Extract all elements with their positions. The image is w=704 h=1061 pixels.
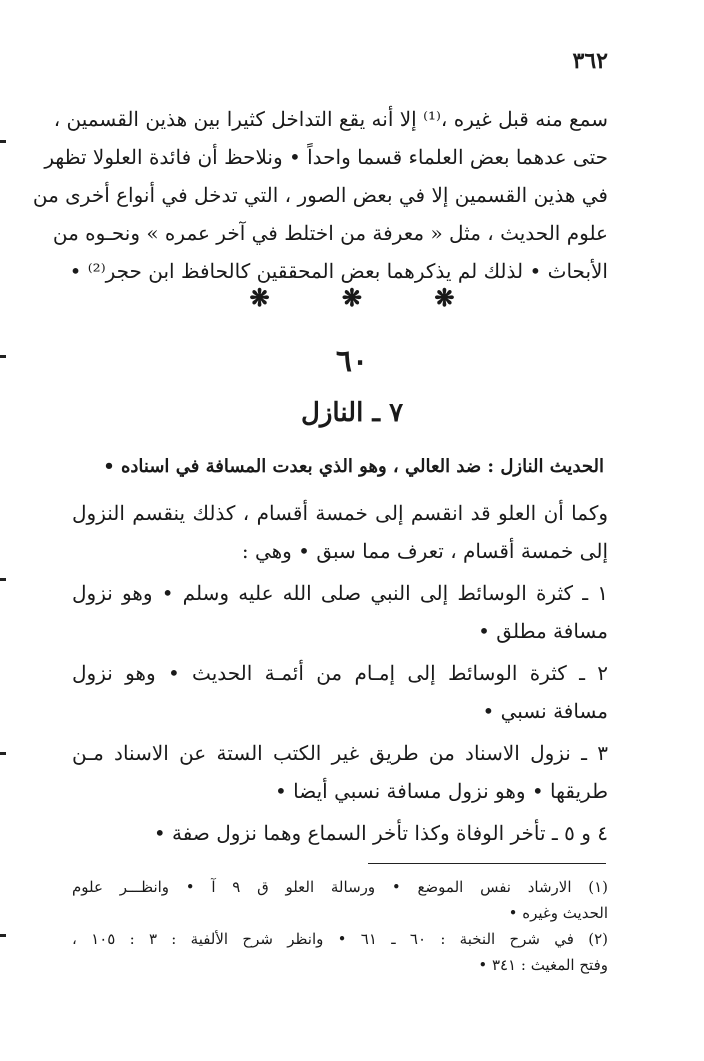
division-paragraph [72, 494, 608, 570]
definition-line: الحديث النازل : ضد العالي ، وهو الذي بعدت المسافة في اسناده • [103, 456, 604, 477]
text-line: الأبحاث • لذلك لم يذكرهما بعض المحققين كالحافظ ابن حجر⁽²⁾ • [69, 259, 608, 283]
footnote-line: (٢) في شرح النخبة : ٦٠ ـ ٦١ • وانظر شرح الألفية : ٣ : ١٠٥ ، [72, 930, 609, 948]
list-item [72, 654, 608, 730]
text-line: في هذين القسمين إلا في بعض الصور ، التي تدخل في أنواع أخرى من [32, 183, 608, 207]
text-line: وكما أن العلو قد انقسم إلى خمسة أقسام ، كذلك ينقسم النزول [72, 501, 608, 525]
text-line: ٤ و ٥ ـ تأخر الوفاة وكذا تأخر السماع وهما نزول صفة • [153, 821, 608, 845]
text-line: ٣ ـ نزول الاسناد من طريق غير الكتب الستة عن الاسناد مـن [72, 741, 608, 765]
scan-edge-mark [0, 934, 6, 937]
section-number: ٦٠ [335, 344, 369, 379]
scan-edge-mark [0, 578, 6, 581]
text-line: ٢ ـ كثرة الوسائط إلى إمـام من أئمـة الحديث • وهو نزول [72, 661, 608, 685]
list-item [72, 814, 608, 852]
footnote-line: وفتح المغيث : ٣٤١ • [478, 956, 608, 974]
page-number: ٣٦٢ [572, 48, 608, 74]
text-line: سمع منه قبل غيره ،⁽¹⁾ إلا أنه يقع التداخل كثيرا بين هذين القسمين ، [53, 107, 608, 131]
footnotes [72, 874, 608, 978]
footnote-line: (١) الارشاد نفس الموضع • ورسالة العلو ق ٩ آ • وانظـــر علوم [72, 878, 608, 896]
scan-edge-mark [0, 752, 6, 755]
intro-paragraph [32, 100, 608, 290]
text-line: طريقها • وهو نزول مسافة نسبي أيضا • [275, 779, 608, 803]
text-line: علوم الحديث ، مثل « معرفة من اختلط في آخر عمره » ونحـوه من [52, 221, 608, 245]
scan-edge-mark [0, 355, 6, 358]
footnote-line: الحديث وغيره • [508, 904, 608, 922]
text-line: إلى خمسة أقسام ، تعرف مما سبق • وهي : [241, 539, 608, 563]
text-line: حتى عدهما بعض العلماء قسما واحداً • ونلاحظ أن فائدة العلولا تظهر [44, 145, 608, 169]
list-item [72, 574, 608, 650]
section-title: ٧ ـ النازل [300, 398, 404, 428]
section-separator: ❋ ❋ ❋ [249, 283, 487, 312]
footnote-divider [368, 863, 606, 864]
scan-edge-mark [0, 140, 6, 143]
text-line: مسافة مطلق • [478, 619, 608, 643]
text-line: مسافة نسبي • [482, 699, 608, 723]
text-line: ١ ـ كثرة الوسائط إلى النبي صلى الله عليه وسلم • وهو نزول [72, 581, 608, 605]
list-item [72, 734, 608, 810]
